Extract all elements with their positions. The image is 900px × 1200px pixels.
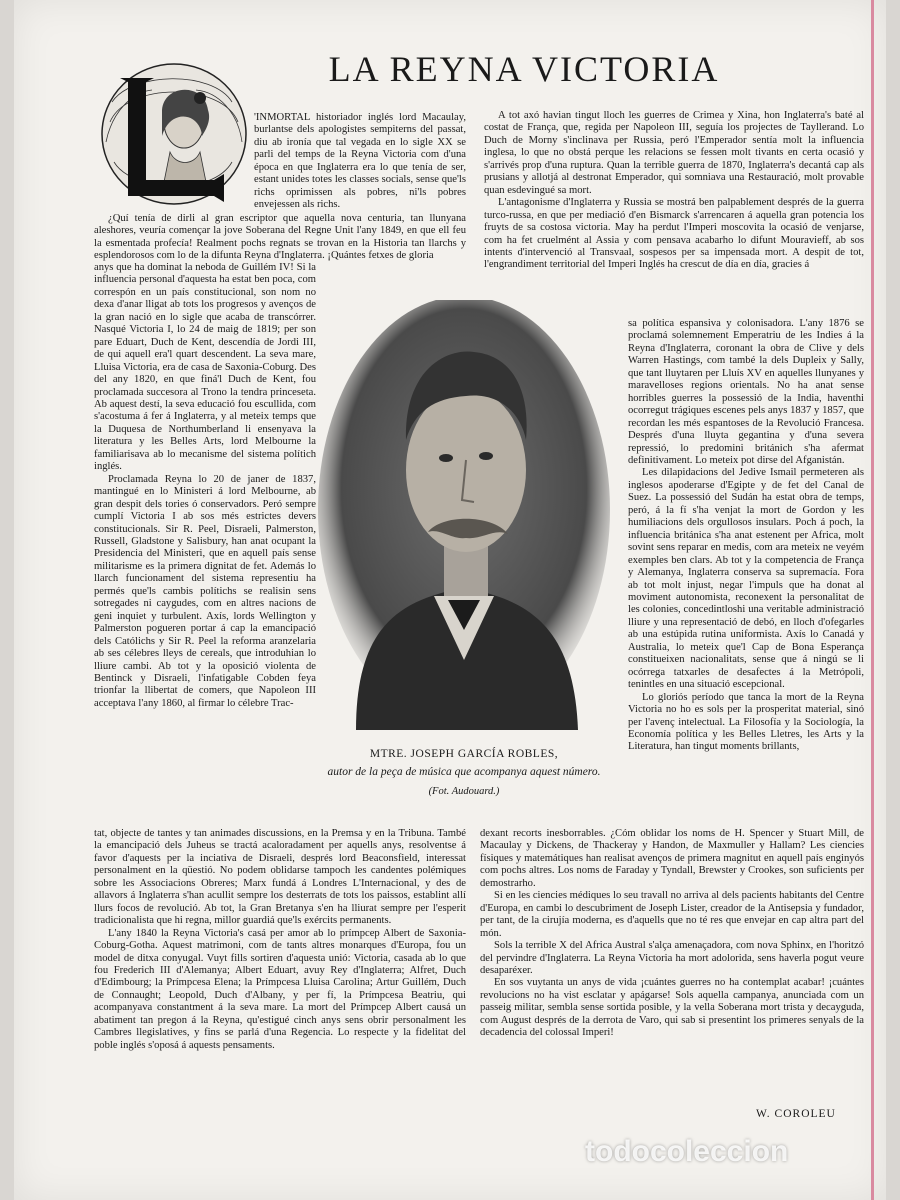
photo-caption-name: MTRE. JOSEPH GARCÍA ROBLES, (369, 748, 559, 760)
magazine-page (14, 0, 886, 1200)
intro-paragraph (254, 112, 466, 212)
intro-text: 'INMORTAL historiador inglés lord Macaulay, burlantse dels apologistes sempiterns del passat, diu ab ironía que tal vegada en lo sigle XX se parli del temps de la Reyna Victoria com d'una época en que Inglaterra era lo que tenía de ser, estant unides totes les classes socials, sense que'ls richs oprimissen als pobres, ni'ls pobres envejessen als richs. (254, 112, 466, 211)
left-narrow-column (94, 262, 316, 710)
right-top-paragraph: A tot axó havian tingut lloch les guerres de Crimea y Xina, hon Inglaterra's baté al costat de França, que, regida per Napoleon III, seguía los projectes de Tayllerand. Lo Duch de Morny s'inclinava per Russia, peró l'Emperador sentía molt la influencia inglesa, lo que no obstá perque les relacions se fessen molt tivants en certa ocasió y s'arrivés prop d'una ruptura. Quan la terrible guerra de 1870, Inglaterra's decantá cap als prusians y allotjá al destronat Emperador, qui somniava una Restauració, molt provable quan esdevingué sa mort. (484, 110, 864, 196)
page-edge-rule (871, 0, 874, 1200)
dropcap-illustration (92, 62, 250, 212)
bottom-right-paragraph: Sols la terrible X del Africa Austral s'alça amenaçadora, com nova Sphinx, en l'horitzó del pervindre d'Inglaterra. La Reyna Victoria ha mort adolorida, sens haverla pogut veure desaparéxer. (480, 940, 864, 976)
right-narrow-paragraph: sa política espansiva y colonisadora. L'any 1876 se proclamá solemnement Emperatriu de les Indies á la Reyna d'Inglaterra, coronant la obra de Clive y dels Warren Hastings, com també la dels Dupleix y Sally, que tant lluytaren per Lluís XV en aquelles llunyanes y maravelloses regions orientals. No ha anat sense horribles guerres la possessió de la India, haventhi ocorregut trágiques escenes pels anys 1837 y 1857, que recordan les més espantoses de la Revolució Francesa. Després d'una lluyta gegantina y d'una severa repressió, lo predomini británich s'ha afermat definitivament. Lo meteix pot dirse del Afganistán. (628, 318, 864, 466)
bottom-left-column (94, 828, 466, 1052)
right-narrow-paragraph: Lo gloriós período que tanca la mort de la Reyna Victoria no ho es sols per la prosperitat material, sinó per l'avenç intelectual. La Filosofía y la Sociología, la Economía política y les Belles Lletres, les Arts y la Literatura, han tingut moments brillants, (628, 691, 864, 753)
ornamental-dropcap (92, 62, 250, 212)
portrait-engraving (316, 300, 612, 730)
left-narrow-paragraph: anys que ha dominat la neboda de Guillém IV! Si la influencia personal d'aquesta ha estat ben poca, com correspón en un país constitucional, son nom no dexa d'anar lligat ab tots los progresos y avenços de la gran nació en lo sigle que acaba de transcórrer. Nasqué Victoria I, lo 24 de maig de 1819; per son pare Eduart, Duch de Kent, descendía de Jordi III, de qui aquell era'l quart descendent. La seva mare, Lluisa Victoria, era de casa de Saxonia-Coburg. Des del any 1820, en que finá'l Duch de Kent, fou proclamada succesora al Trono la tendra princeseta. Ab aquest destí, la seva educació fou escullida, com s'acostuma á fer á Inglaterra, y al meteix temps que la Duquesa de Northumberland li ensenyava la literatura y les Belles Arts, lord Melbourne la familiarisava ab lo mecanisme del sistema polítich inglés. (94, 262, 316, 473)
site-watermark: todocoleccion (585, 1135, 789, 1168)
article-title: LA REYNA VICTORIA (328, 49, 720, 89)
left-full-text: ¿Quí tenía de dirli al gran escriptor que aquella nova centuria, tan llunyana aleshores, veuría començar la jove Soberana del Regne Unit l'any 1849, en que ell feu la esmentada profecía! Realment pochs regnats se trovan en la Historia tan llarchs y esplendorosos com lo de la difunta Reyna d'Inglaterra. ¡Quántes fetxes de gloria (94, 213, 466, 262)
photo-credit: (Fot. Audouard.) (428, 786, 500, 797)
right-narrow-column (628, 318, 864, 754)
bottom-right-paragraph: Si en les ciencies médiques lo seu travall no arriva al dels pacients habitants del Centre d'Europa, en cambi lo descubriment de Joseph Lister, creador de la Antisepsia y fundador, per tant, de la cirujía moderna, es d'aquells que no té res que envejar en cap altra part del món. (480, 890, 864, 939)
bottom-left-paragraph: L'any 1840 la Reyna Victoria's casá per amor ab lo prímpcep Albert de Saxonia-Coburg-Gotha. Aquest matrimoni, com de tants altres monarques d'Europa, fou un model de ditxa conyugal. Vuyt fills sortiren d'aquesta unió: Victoria, casada ab lo que fou Frederich III d'Alemanya; Albert Eduart, avuy Rey d'Inglaterra; Alfret, Duch d'Edimbourg; la Prímpcesa Elena; la Prímpcesa Lluisa Carolina; Artur Guillém, Duch de Connaught; Leopold, Duch d'Albany, y per fí, la Prímpcesa Beatriu, qui acompanyava constantment á la seva mare. La mort del Prímpcep Albert causá un abatiment tan pregon á la Reyna, qu'estigué cinch anys sens obrir personalment les Cambres llegislatives, y fins se parlá d'una Regencia. Lo respecte y la fidelitat del poble inglés s'oposá á aquests pensaments. (94, 927, 466, 1051)
right-top-column (484, 110, 864, 272)
left-narrow-paragraph: Proclamada Reyna lo 20 de janer de 1837, mantingué en lo Ministeri á lord Melbourne, ab gran despit dels tories ó conservadors. Peró sempre cumplí Victoria I ab sos més estrictes devers constitucionals. Sir R. Peel, Disraeli, Palmerston, Russell, Gladstone y Salisbury, han anat ocupant la Presidencia del Ministeri, que en aquell país sense militarisme es la primera dignitat de fet. Además lo llarch funcionament del sistema representiu ha permés que'ls cambis polítichs se realisin sens sotregades ni caygudes, com en altres nacions de geni inquiet y turbulent. Axís, lords Wellington y Palmerston pogueren portar á cap la emancipació dels Católichs y Sir R. Peel la reforma aranzelaria ab ses célebres lleys de cereals, que introduhian lo lliure cambi. Ab tot y la oposició violenta de Bentinck y Disraeli, l'infatigable Cobden feya trionfar la llibertat de comers, que Napoleon III acceptava l'any 1860, al firmar lo célebre Trac- (94, 473, 316, 709)
author-signature: W. COROLEU (756, 1108, 836, 1120)
left-full-width-block (94, 213, 466, 263)
portrait-photo (316, 300, 612, 730)
right-top-paragraph: L'antagonisme d'Inglaterra y Russia se mostrá ben palpablement després de la guerra turco-russa, en que per mediació d'en Bismarck s'arrencaren á aquella gran potencia los fruyts de sa costosa victoria. May ha perdut l'Imperi moscovita la ocasió de venjarse, com ha fet cruelmént al Assia y com pensava acabarho lo difunt Mouravieff, ab sos intents d'intervenció al Transvaal, sospesos per sa impensada mort. A despit de tot, l'engrandiment territorial del Imperi Inglés ha crescut de día en día, gracies á (484, 197, 864, 271)
bottom-left-paragraph: tat, objecte de tantes y tan animades discussions, en la Premsa y en la Tribuna. També la emancipació dels Juheus se tractá acaloradament per aquells anys, resolventse á favor d'aquests per la inciativa de Disraeli, després lord Beaconsfield, interessat personalment en la qüestió. No podem oblidarse tampoch les candentes polémiques sobre les Associacions Obreres; Marx fundá á Londres L'Internacional, y des de allavors á Inglaterra s'han acullit sempre los desterrats de tots los paissos, establint allí llurs focos de revolució. Ab tot, la Gran Bretanya s'en ha lliurat sempre per l'esperit tradicionalista que hi regna, millor guardiá que'ls exércits permanents. (94, 828, 466, 927)
right-narrow-paragraph: Les dilapidacions del Jedive Ismail permeteren als inglesos apoderarse d'Egipte y de fet del Canal de Suez. La possessió del Sudán ha estat obra de temps, peró, á la fí s'ha venjat la mort de Gordon y les humiliacions dels orgullosos insulars. Poch á poch, la influencia británica s'ha anat estenent per Africa, molt sovint sens reparar en medis, com ara meteix ne veyém exemples ben clars. Ab tot y la competencia de França y Alemanya, Inglaterra conserva sa supremacía. Fora ab tot molt injust, negar l'impuls que ha donat al moviment autonomista, reconexent la personalitat de les colonies, concedintloshi una veritable administració lliure y una representació de debó, en lloch d'ofegarles ab una estúpida rutina uniformista. Axís lo Canadá y Australia, lo meteix que'l Cap de Bona Esperança constitueixen nacionalitats, sense que á ningú se li ocórrega tatxarles de desafectes á la Metrópoli, tenintles en una situació escepcional. (628, 467, 864, 691)
bottom-right-paragraph: En sos vuytanta un anys de vida ¡cuántes guerres no ha contemplat acabar! ¡cuántes revolucions no ha vist esclatar y apágarse! Sols aquella campanya, anunciada com un passeig militar, sembla sense sortida posible, y la vella Soberana mort trista y decayguda, com August després de la derrota de Varo, qui sab si presentint los primeres senyals de la decadencia del colossal Imperi! (480, 977, 864, 1039)
photo-caption-text: autor de la peça de música que acompanya aquest número. (327, 766, 601, 778)
bottom-right-column (480, 828, 864, 1040)
bottom-right-paragraph: dexant recorts inesborrables. ¿Cóm oblidar los noms de H. Spencer y Stuart Mill, de Macaulay y Dickens, de Thackeray y Handon, de Maxmuller y Hallam? Les ciencies físiques y matemátiques han realisat avenços de primera magnitut en aquell país enginyós com pochs altres. Los noms de Faraday y Tyndall, Brewster y Crookes, son suficients per demostrarho. (480, 828, 864, 889)
